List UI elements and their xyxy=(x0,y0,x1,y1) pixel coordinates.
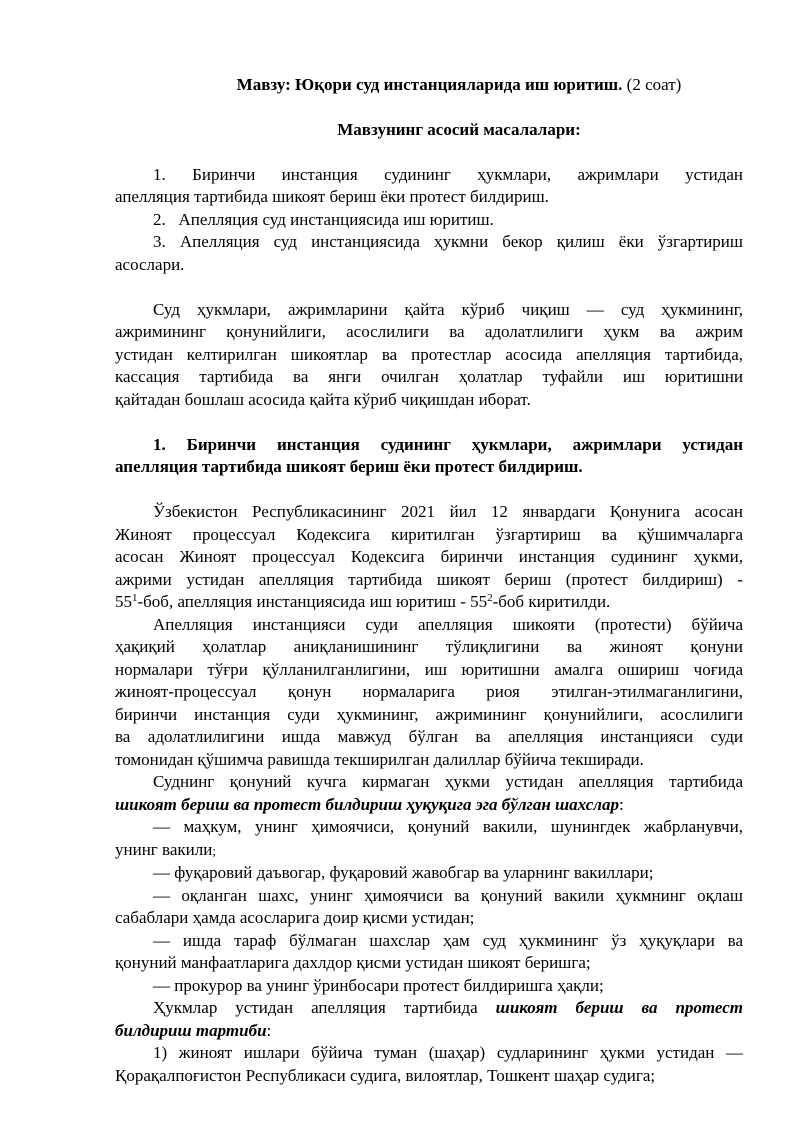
question-3-line-1: 3. Апелляция суд инстанциясида ҳукмни бекор қилиш ёки ўзгартириш xyxy=(153,232,743,251)
para-4-line-1: Ҳукмлар устидан апелляция тартибида шикоят бериш ва протест xyxy=(153,998,743,1017)
intro-line-1: Суд ҳукмлари, ажримларини қайта кўриб чиқиш — суд ҳукмининг, xyxy=(153,299,743,319)
intro-line-4: кассация тартибида ва янги очилган ҳолатлар туфайли иш юритишни xyxy=(115,367,743,386)
person-1-line-2: унинг вакили; xyxy=(115,839,216,859)
document-page xyxy=(115,74,743,1087)
person-3-line-2: сабаблари ҳамда асосларига доир қисми устидан; xyxy=(115,908,475,927)
person-3-line-1: — оқланган шахс, унинг ҳимоячиси ва қонуний вакили ҳукмнинг оқлаш xyxy=(153,885,743,905)
para-3-line-1: Суднинг қонуний кучга кирмаган ҳукми устидан апелляция тартибида xyxy=(153,772,743,791)
para-2-line-5: биринчи инстанция суди ҳукмининг, ажримининг қонунийлиги, асослилиги xyxy=(115,704,743,724)
section-1-heading-line-2: апелляция тартибида шикоят бериш ёки протест билдириш. xyxy=(115,457,583,476)
person-2: — фуқаровий даъвогар, фуқаровий жавобгар ва уларнинг вакиллари; xyxy=(153,863,654,882)
para-2-line-6: ва адолатлилигини ишда мавжуд бўлган ва апелляция инстанцияси суди xyxy=(115,727,743,746)
spacer xyxy=(115,276,743,299)
para-5-line-2: Қорақалпоғистон Республикаси судига, вилоятлар, Тошкент шаҳар судига; xyxy=(115,1065,656,1085)
section-1-heading-line-1: 1. Биринчи инстанция судининг ҳукмлари, ажримлари устидан xyxy=(153,434,743,454)
intro-line-3: устидан келтирилган шикоятлар ва протестлар асосида апелляция тартибида, xyxy=(115,344,743,364)
person-4-line-1: — ишда тараф бўлмаган шахслар ҳам суд ҳукмининг ўз ҳуқуқлари ва xyxy=(153,930,743,950)
spacer xyxy=(115,141,743,164)
para-1-line-3: асосан Жиноят процессуал Кодексига биринчи инстанция судининг ҳукми, xyxy=(115,547,743,566)
document-title: Мавзу: Юқори суд инстанцияларида иш юритиш. (2 соат) xyxy=(236,75,682,94)
para-5-line-1: 1) жиноят ишлари бўйича туман (шаҳар) судларининг ҳукми устидан — xyxy=(153,1043,743,1062)
para-1-line-5: $55^1$-боб, апелляция инстанциясида иш юритиш - $55^2$-боб киритилди. xyxy=(115,592,611,611)
para-2-line-2: ҳақиқий ҳолатлар аниқланишининг тўлиқлигини ва жиноят қонуни xyxy=(115,637,743,656)
intro-line-2: ажримининг қонунийлиги, асослилиги ва адолатлилиги ҳукм ва ажрим xyxy=(115,322,743,341)
question-3-line-2: асослари. xyxy=(115,254,185,274)
para-3-line-2: шикоят бериш ва протест билдириш ҳуқуқига эга бўлган шахслар: xyxy=(115,794,624,814)
para-2-line-4: жиноят-процессуал қонун нормаларига риоя этилган-этилмаганлигини, xyxy=(115,682,743,701)
para-4-line-2: билдириш тартиби: xyxy=(115,1020,272,1040)
question-1-line-1: 1. Биринчи инстанция судининг ҳукмлари, ажримлари устидан xyxy=(153,164,743,184)
para-2-line-1: Апелляция инстанцияси суди апелляция шикояти (протести) бўйича xyxy=(153,614,743,634)
person-5: — прокурор ва унинг ўринбосари протест билдиришга ҳақли; xyxy=(153,975,604,995)
para-1-line-4: ажрими устидан апелляция тартибида шикоят бериш (протест билдириш) - xyxy=(115,569,743,589)
document-subtitle: Мавзунинг асосий масалалари: xyxy=(337,119,581,139)
para-2-line-3: нормалари тўғри қўлланилганлигини, иш юритишни амалга ошириш чоғида xyxy=(115,659,743,679)
spacer xyxy=(115,479,743,502)
person-1-line-1: — маҳкум, унинг ҳимоячиси, қонуний вакили, шунингдек жабрланувчи, xyxy=(153,817,743,836)
para-1-line-1: Ўзбекистон Республикасининг 2021 йил 12 январдаги Қонунига асосан xyxy=(153,502,743,521)
question-2: 2. Апелляция суд инстанциясида иш юритиш. xyxy=(153,209,494,229)
para-1-line-2: Жиноят процессуал Кодексига киритилган ўзгартириш ва қўшимчаларга xyxy=(115,524,743,544)
question-1-line-2: апелляция тартибида шикоят бериш ёки протест билдириш. xyxy=(115,187,549,206)
person-4-line-2: қонуний манфаатларига дахлдор қисми устидан шикоят беришга; xyxy=(115,953,591,972)
intro-line-5: қайтадан бошлаш асосида қайта кўриб чиқишдан иборат. xyxy=(115,389,531,409)
spacer xyxy=(115,411,743,434)
para-2-line-7: томонидан қўшимча равишда текширилган далиллар бўйича текширади. xyxy=(115,749,644,769)
